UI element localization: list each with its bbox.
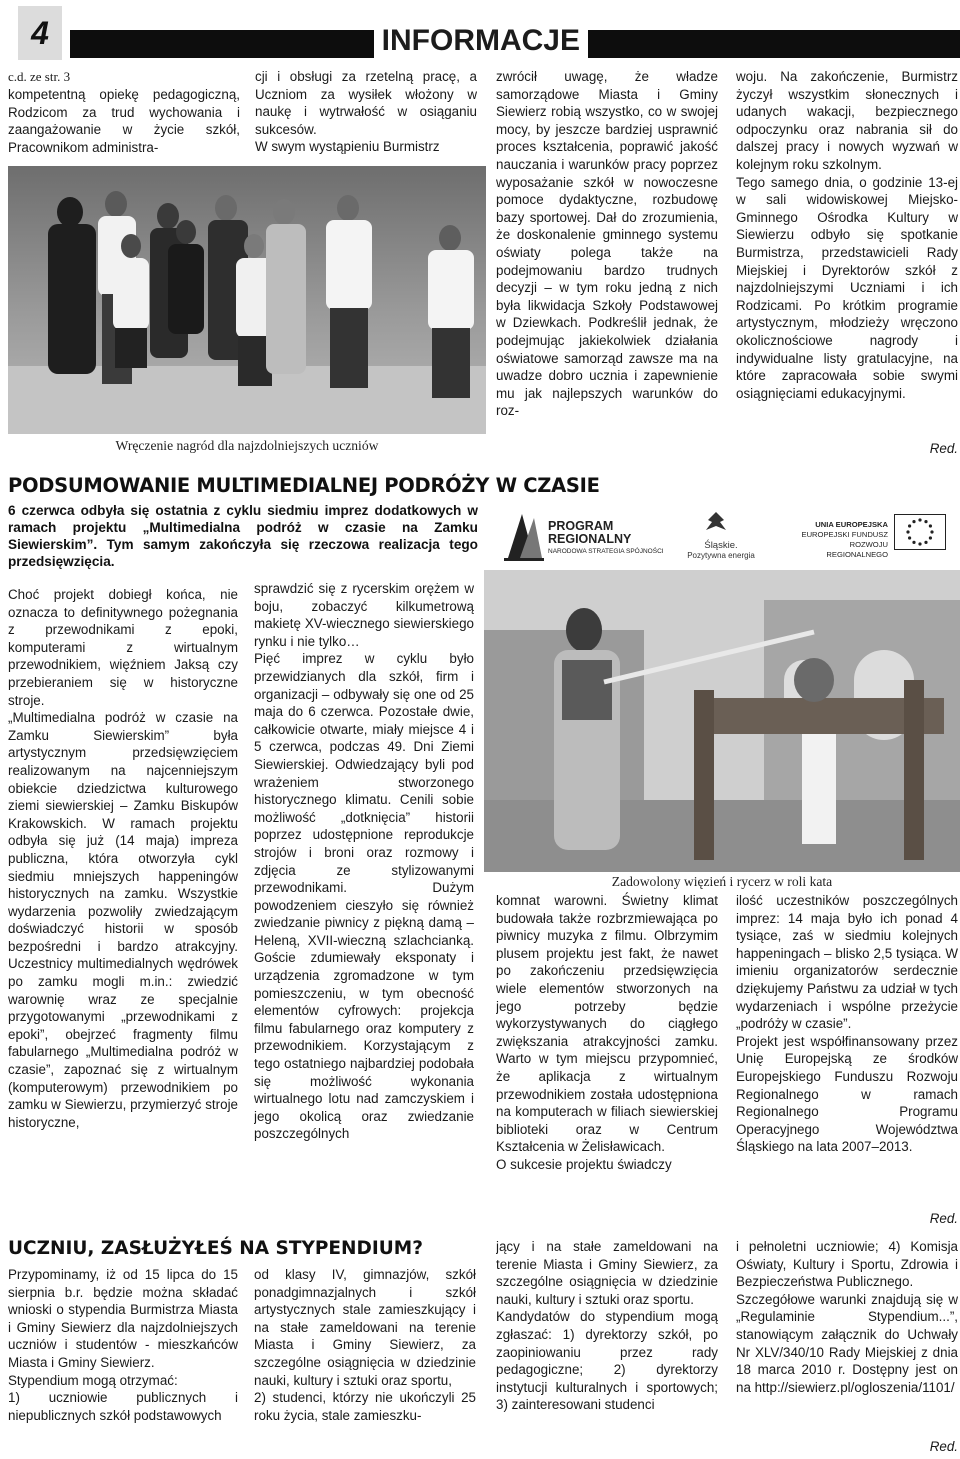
article2-col3: komnat warowni. Świetny klimat budowała także rozbrzmiewająca po piwnicy muzyka z filmu. Olbrzymim plusem projektu jest fakt, że nawet po zakończeniu przedsięwzięcia wiele elementów stworzonych na jego potrzeby będzie wykorzystywanych do ciągłego zwiększania atrakcyjności zamku. Warto w tym miejscu przypomnieć, że aplikacja z wirtualnym przewodnikiem została udostępniona na komputerach w filiach siewierskiej biblioteki oraz w Centrum Kształcenia w Żelisławicach. O sukcesie projektu świadczy	[496, 893, 718, 1172]
article2-title: PODSUMOWANIE MULTIMEDIALNEJ PODRÓŻY W CZASIE	[8, 474, 600, 497]
slaskie-name: Śląskie.	[704, 540, 738, 551]
page-number: 4	[18, 6, 62, 60]
photo-caption-ceremony: Wręczenie nagród dla najzdolniejszych uczniów	[115, 438, 379, 453]
photo-caption-pillory: Zadowolony więzień i rycerz w roli kata	[611, 874, 833, 889]
section-title: INFORMACJE	[374, 24, 588, 58]
eu-line1: UNIA EUROPEJSKA	[815, 520, 888, 529]
article2-signature: Red.	[929, 1211, 958, 1226]
article1-col1: kompetentną opiekę pedagogiczną, Rodzicom za trud wychowania i zaangażowanie w życie szkół, Pracownikom administra-	[8, 87, 240, 155]
eu-flag-icon	[894, 514, 946, 550]
program-line2: REGIONALNY	[548, 532, 632, 546]
program-line3: NARODOWA STRATEGIA SPÓJNOŚCI	[548, 548, 664, 555]
program-logo-text	[548, 520, 664, 555]
award-ceremony-photo-art	[8, 166, 486, 434]
article1-signature: Red.	[929, 441, 958, 456]
castle-pillory-photo-art	[484, 570, 960, 872]
article2-col2: sprawdzić się z rycerskim orężem w boju, zobaczyć kilkumetrową makietę XV-wiecznego siewierskiego rynku i nie tylko… Pięć imprez w cyklu było przewidzianych dla szkół, firm i organizacji – odbywały się one od 25 maja do 6 czerwca. Pozostałe dwie, całkowicie otwarte, miały miejsce 4 i 5 czerwca, podczas 49. Dni Ziemi Siewierskiej. Odwiedzający byli pod wrażeniem stworzonego historycznego klimatu. Cenili sobie możliwość „dotknięcia” historii poprzez udostępnione reprodukcje strojów i broni oraz rozmowy i zdjęcia ze stylizowanymi przewodnikami. Dużym powodzeniem cieszyło się również zwiedzanie piwnicy z piękną damą – Heleną, XVII-wieczną szlachcianką. Goście zdumiewały eksponaty i urządzenia zgromadzone w tym pomieszczeniu, w tym obecność elementów cyfrowych: projekcja filmu fabularnego oraz komputery z przewodnikiem. Korzystającym z tego ostatniego najbardziej podobała się możliwość wykonania wirtualnego lotu nad zamczyskiem i jego okolicą oraz zwiedzanie poszczególnych	[254, 581, 474, 1142]
eu-logo-text	[788, 520, 888, 560]
article2-col4: ilość uczestników poszczególnych imprez: 14 maja było ich ponad 4 tysiące, zaś w siedmiu kolejnych happeningach – blisko 2,5 tysiąca. W imieniu organizatorów serdecznie dziękujemy Państwu za udział w tych wydarzeniach i wspólne przeżycie „podróży w czasie”. Projekt jest współfinansowany przez Unię Europejską ze środków Europejskiego Funduszu Rozwoju Regionalnego w ramach Regionalnego Programu Operacyjnego Województwa Śląskiego na lata 2007–2013.	[736, 893, 958, 1155]
eu-line3: ROZWOJU REGIONALNEGO	[826, 540, 888, 559]
article2-col1: Choć projekt dobiegł końca, nie oznacza to definitywnego pożegnania z przewodnikami z epoki, komputerami z wirtualnym przewodnikiem, więźniem Jaksą czy przebieraniem się w historyczne stroje. „Multimedialna podróż w czasie na Zamku Siewierskim” była artystycznym przedsięwzięciem realizowanym na najcenniejszym obiekcie dziedzictwa kulturowego ziemi siewierskiej – Zamku Biskupów Krakowskich. W ramach projektu odbyła się już (14 maja) impreza publiczna, która otworzyła cykl siedmiu mniejszych happeningów historycznych na zamku. Wszystkie wydarzenia pozwoliły zwiedzającym doświadczyć historii w sposób bezpośredni i bardzo atrakcyjny. Uczestnicy multimedialnych wędrówek po zamku mogli m.in.: zwiedzić warownię wraz ze specjalnie przygotowanymi „przewodnikami z epoki”, obejrzeć fragmenty filmu fabularnego „Multimedialna podróż w czasie”, zapoznać się z wirtualnym (komputerowym) przewodnikiem po zamku w Siewierzu, przymierzyć stroje historyczne,	[8, 587, 238, 1130]
award-ceremony-photo	[8, 166, 486, 434]
article3-signature: Red.	[929, 1439, 958, 1454]
article1-col2: cji i obsługi za rzetelną pracę, a Uczniom za wysiłek włożony w naukę i wytrwałość w osiąganiu sukcesów. W swym wystąpieniu Burmistrz	[255, 69, 477, 155]
continued-note: c.d. ze str. 3	[8, 69, 71, 84]
eu-line2: EUROPEJSKI FUNDUSZ	[801, 530, 888, 539]
article3-col4: i pełnoletni uczniowie; 4) Komisja Oświaty, Kultury i Sportu, Zdrowia i Bezpieczeństwa Publicznego. Szczegółowe warunki znajdują się w „Regulaminie Stypendium...”, stanowiącym załącznik do Uchwały Nr XLV/340/10 Rady Miejskiej z dnia 18 marca 2010 r. Dostępny jest on na http://siewierz.pl/ogloszenia/1101/	[736, 1239, 958, 1395]
article3-col2: od klasy IV, gimnazjów, szkół ponadgimnazjalnych i szkół artystycznych stale zamieszkujący i na stałe zameldowani na terenie Miasta i Gminy Siewierz, za szczególne osiągnięcia w dziedzinie nauki, kultury i sztuki oraz sportu, 2) studenci, którzy nie ukończyli 25 roku życia, stale zamieszku-	[254, 1267, 476, 1423]
slaskie-bird-icon	[704, 510, 728, 540]
slaskie-logo-text	[686, 541, 756, 561]
article2-lead: 6 czerwca odbyła się ostatnia z cyklu siedmiu imprez dodatkowych w ramach projektu „Multimedialna podróż w czasie na Zamku Siewierskim”. Tym samym zakończyła się rzeczowa realizacja tego przedsięwzięcia.	[8, 503, 478, 569]
article3-title: UCZNIU, ZASŁUŻYŁEŚ NA STYPENDIUM?	[8, 1238, 423, 1259]
castle-pillory-photo	[484, 570, 960, 872]
slaskie-sub: Pozytywna energia	[687, 551, 755, 560]
funding-logos	[496, 504, 960, 568]
program-regionalny-icon	[504, 508, 544, 562]
article3-col3: jący i na stałe zameldowani na terenie Miasta i Gminy Siewierz, za szczególne osiągnięcia w dziedzinie nauki, kultury i sztuki oraz sportu. Kandydatów do stypendium mogą zgłaszać: 1) dyrektorzy szkół, po zaopiniowaniu przez rady pedagogiczne; 2) dyrektorzy instytucji kulturalnych i sportowych; 3) zainteresowani studenci	[496, 1239, 718, 1413]
program-line1: PROGRAM	[548, 519, 614, 533]
article3-col1: Przypominamy, iż od 15 lipca do 15 sierpnia b.r. będzie można składać wnioski o stypendia Burmistrza Miasta i Gminy Siewierz dla najzdolniejszych uczniów i studentów - mieszkańców Miasta i Gminy Siewierz. Stypendium mogą otrzymać: 1) uczniowie publicznych i niepublicznych szkół podstawowych	[8, 1267, 238, 1423]
article1-col3: zwrócił uwagę, że władze samorządowe Miasta i Gminy Siewierz robią wszystko, co w swojej mocy, by jeszcze bardziej usprawnić proces kształcenia, poprawić jakość nauczania i warunków pracy poprzez wyposażanie szkół w nowoczesne pomoce dydaktyczne, rozbudowę bazy sportowej. Dał do zrozumienia, że doskonalenie gminnego systemu oświaty polega także na podejmowaniu bardzo trudnych decyzji – w tym roku jedną z nich była likwidacja Szkoły Podstawowej w Dziewkach. Podkreślił jednak, że podejmując jakiekolwiek działania oświatowe samorząd zawsze ma na uwadze dobro ucznia i zapewnienie mu jak najlepszych warunków do roz-	[496, 69, 718, 419]
article1-col4: woju. Na zakończenie, Burmistrz życzył wszystkim słonecznych i udanych wakacji, bezpiecznego odpoczynku oraz nabrania sił do dalszej pracy i nowych wyzwań w kolejnym roku szkolnym. Tego samego dnia, o godzinie 13-ej w sali widowiskowej Miejsko-Gminnego Ośrodka Kultury w Siewierzu odbyło się spotkanie Burmistrza, przedstawicieli Rady Miejskiej i Dyrektorów szkół z najzdolniejszymi Uczniami i ich Rodzicami. Po krótkim programie artystycznym, młodzieży wręczono okolicznościowe nagrody i indywidualne listy gratulacyjne, na które zapracowała sobie swymi osiągnięciami edukacyjnymi.	[736, 69, 958, 401]
